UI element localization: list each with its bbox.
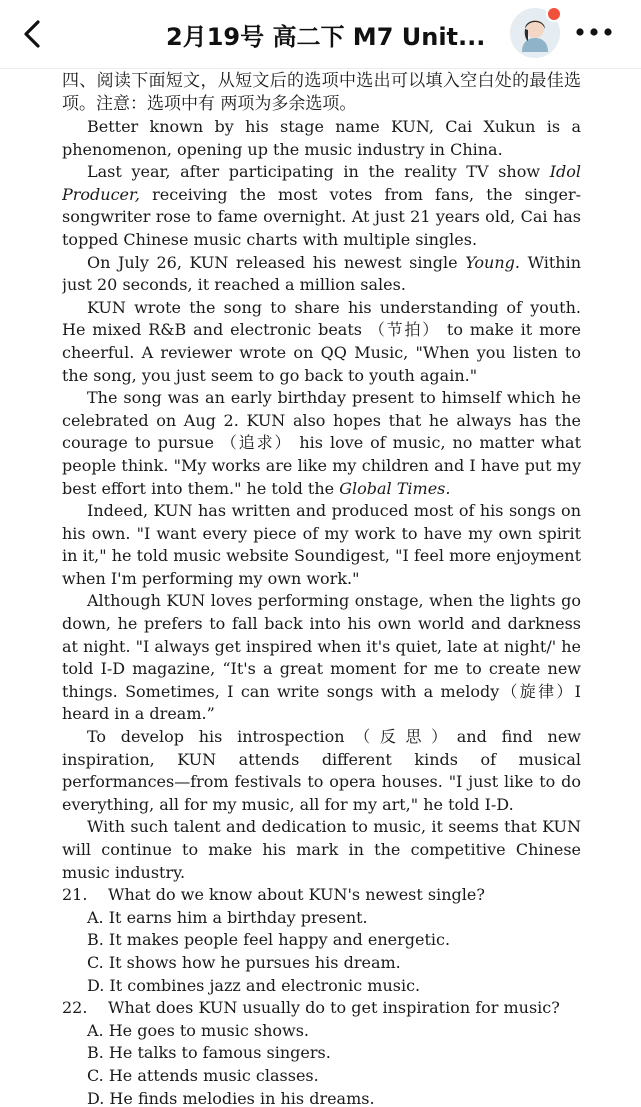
more-button[interactable] xyxy=(572,22,616,42)
option: C. He attends music classes. xyxy=(87,1065,319,1085)
paragraph-8: To develop his introspection（反思）and find new inspiration, KUN attends different kinds of musical performances—from festivals to opera houses. "I just like to do everything, all for my music, all for my art," he told I-D. xyxy=(62,727,581,814)
show-title: Idol Producer, xyxy=(62,162,581,204)
notification-dot xyxy=(546,6,562,22)
paragraph-3-text: On July 26, KUN released his newest single xyxy=(87,252,458,272)
page-title: 2月19号 高二下 M7 Unit... xyxy=(166,23,486,51)
paragraph-3-rest: Within just 20 seconds, it reached a million sales. xyxy=(62,252,581,295)
document-page xyxy=(62,70,581,1107)
top-bar xyxy=(0,0,641,69)
question-21 xyxy=(62,884,581,907)
paragraph-1: Better known by his stage name KUN, Cai Xukun is a phenomenon, opening up the music industry in China. xyxy=(62,117,581,159)
paragraph-3 xyxy=(62,252,581,297)
paragraph-5-text: The song was an early birthday present to himself which he celebrated on Aug 2. KUN also hopes that he always has the courage to pursue （追求） his love of music, no matter what people think. "My works are like my children and I have put my best effort into them." he told the xyxy=(62,388,581,498)
single-title: Young. xyxy=(465,252,520,272)
question-text: What do we know about KUN's newest single? xyxy=(108,885,485,905)
newspaper-title: Global Times. xyxy=(339,478,451,498)
option: D. He finds melodies in his dreams. xyxy=(87,1088,375,1107)
option: B. It makes people feel happy and energetic. xyxy=(87,930,451,950)
option: D. It combines jazz and electronic music. xyxy=(87,975,421,995)
question-number: 21. xyxy=(62,885,88,905)
paragraph-2-rest: receiving the most votes from fans, the singer-songwriter rose to fame overnight. At just 21 years old, Cai has topped Chinese music charts with multiple singles. xyxy=(62,184,581,249)
option: A. It earns him a birthday present. xyxy=(87,907,368,927)
option: A. He goes to music shows. xyxy=(87,1020,310,1040)
option: C. It shows how he pursues his dream. xyxy=(87,952,401,972)
paragraph-6: Indeed, KUN has written and produced most of his songs on his own. "I want every piece of my work to have my own spirit in it," he told music website Soundigest, "I feel more enjoyment when I'm performing my own work." xyxy=(62,501,581,588)
paragraph-5 xyxy=(62,387,581,500)
section-instruction: 四、阅读下面短文，从短文后的选项中选出可以填入空白处的最佳选项。注意：选项中有 两项为多余选项。 xyxy=(62,71,581,114)
paragraph-4: KUN wrote the song to share his understanding of youth. He mixed R&B and electronic beats （节拍） to make it more cheerful. A reviewer wrote on QQ Music, "When you listen to the song, you just seem to go back to youth again." xyxy=(62,297,581,385)
paragraph-2-text: Last year, after participating in the reality TV show xyxy=(87,162,541,182)
chevron-left-icon xyxy=(18,14,54,54)
option: B. He talks to famous singers. xyxy=(87,1043,331,1063)
question-text: What does KUN usually do to get inspiration for music? xyxy=(108,998,560,1018)
paragraph-7: Although KUN loves performing onstage, when the lights go down, he prefers to fall back into his own world and darkness at night. "I always get inspired when it's quiet, late at night/' he told I-D magazine, “It's a great moment for me to create new things. Sometimes, I can write songs with a melody（旋律）I heard in a dream.” xyxy=(62,591,581,724)
back-button[interactable] xyxy=(18,14,54,54)
question-number: 22. xyxy=(62,998,88,1018)
paragraph-2 xyxy=(62,161,581,251)
more-dots-icon xyxy=(572,22,616,42)
paragraph-9: With such talent and dedication to music, it seems that KUN will continue to make his mark in the competitive Chinese music industry. xyxy=(62,817,581,882)
question-22 xyxy=(62,997,581,1020)
avatar[interactable] xyxy=(510,8,560,58)
